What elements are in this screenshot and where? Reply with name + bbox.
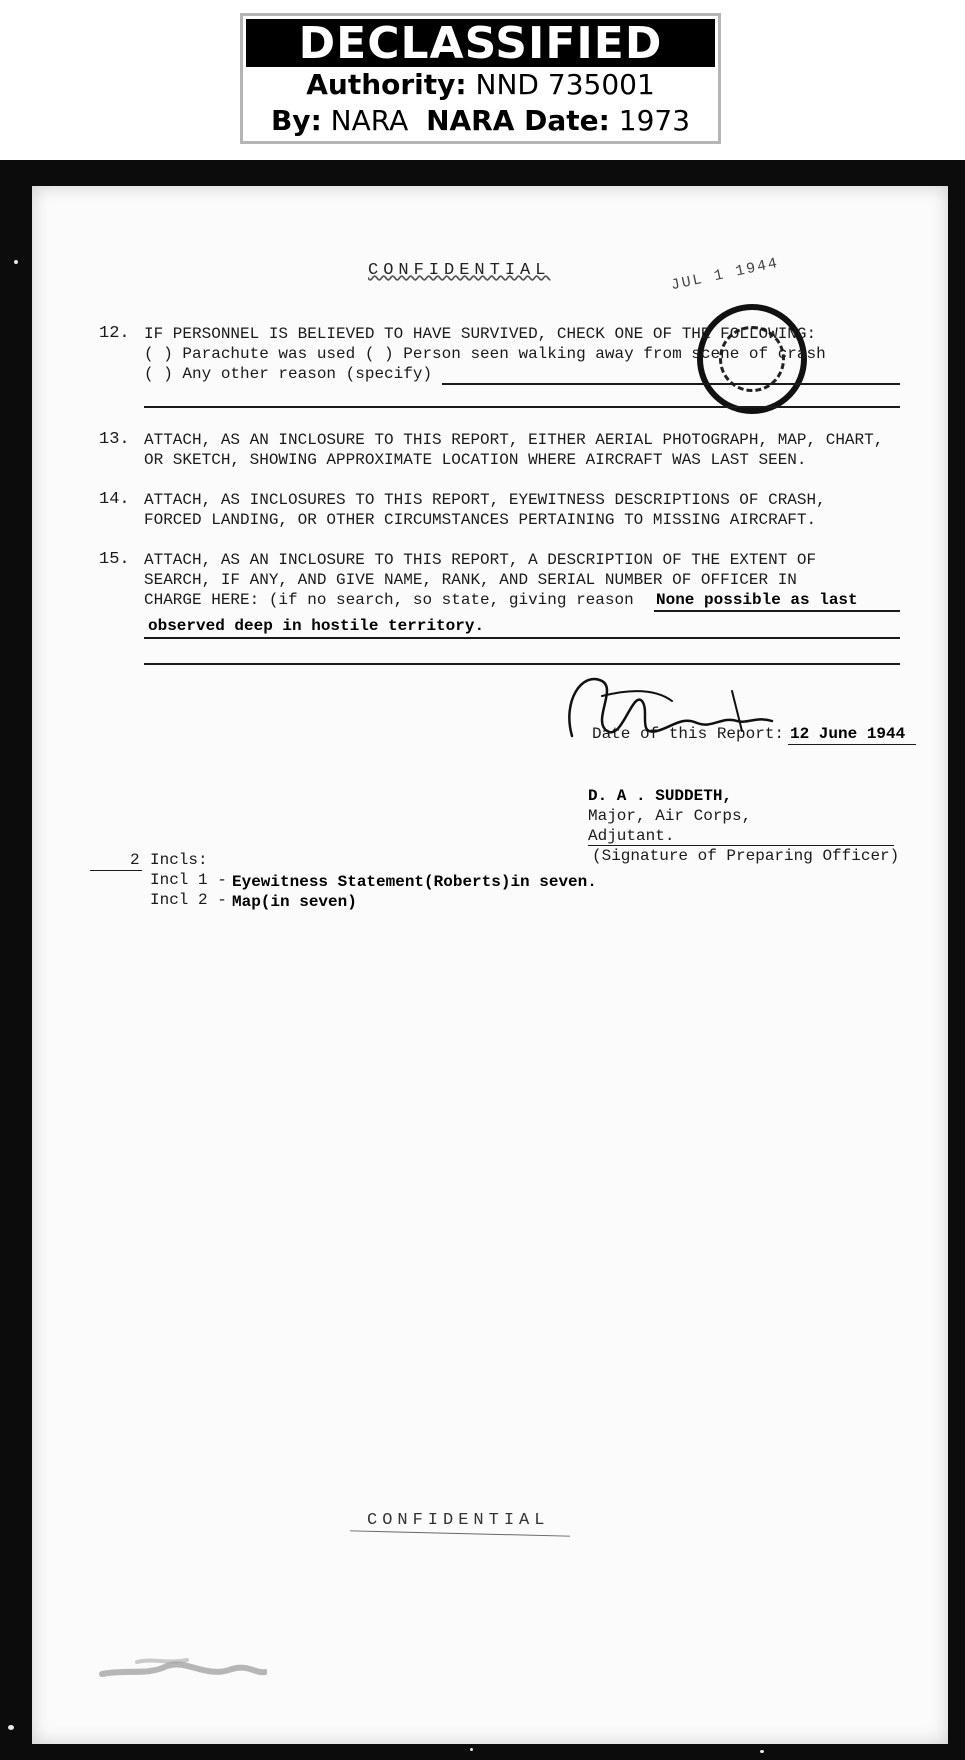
item-15-answer-line-3 bbox=[144, 663, 900, 665]
item-14-line-2: FORCED LANDING, OR OTHER CIRCUMSTANCES PERTAINING TO MISSING AIRCRAFT. bbox=[144, 511, 817, 529]
stamp-authority-value: NND 735001 bbox=[475, 68, 655, 101]
stamp-date-value: 1973 bbox=[618, 104, 691, 137]
classification-header: CONFIDENTIAL bbox=[368, 261, 551, 280]
stamp-title: DECLASSIFIED bbox=[246, 19, 715, 67]
document-page bbox=[32, 186, 948, 1744]
incl-1-label: Incl 1 - bbox=[150, 871, 227, 889]
item-15-line-1: ATTACH, AS AN INCLOSURE TO THIS REPORT, A DESCRIPTION OF THE EXTENT OF bbox=[144, 551, 817, 569]
item-12-answer-line bbox=[442, 383, 900, 385]
incl-1-text: Eyewitness Statement(Roberts)in seven. bbox=[232, 873, 597, 891]
stamp-authority-line bbox=[243, 67, 718, 103]
signer-position: Adjutant. bbox=[588, 827, 675, 845]
incl-2-text: Map(in seven) bbox=[232, 893, 357, 911]
dust-speck bbox=[14, 260, 18, 264]
item-12-line-3: ( ) Any other reason (specify) bbox=[144, 365, 433, 383]
item-14-line-1: ATTACH, AS INCLOSURES TO THIS REPORT, EYEWITNESS DESCRIPTIONS OF CRASH, bbox=[144, 491, 826, 509]
report-date-underline bbox=[788, 744, 916, 745]
item-12-line-2: ( ) Parachute was used ( ) Person seen walking away from scene of crash bbox=[144, 345, 826, 363]
item-15-answer-line-2 bbox=[144, 637, 900, 639]
signature-caption: (Signature of Preparing Officer) bbox=[592, 847, 900, 865]
stamp-authority-label: Authority: bbox=[306, 68, 467, 101]
item-15-line-3: CHARGE HERE: (if no search, so state, giving reason bbox=[144, 591, 634, 609]
report-date-value: 12 June 1944 bbox=[790, 725, 906, 743]
item-13-line-1: ATTACH, AS AN INCLOSURE TO THIS REPORT, EITHER AERIAL PHOTOGRAPH, MAP, CHART, bbox=[144, 431, 884, 449]
signer-name: D. A . SUDDETH, bbox=[588, 787, 733, 805]
item-12-line-1: IF PERSONNEL IS BELIEVED TO HAVE SURVIVED, CHECK ONE OF THE FOLLOWING: bbox=[144, 325, 817, 343]
stamp-date-label: NARA Date: bbox=[426, 104, 610, 137]
classification-footer: CONFIDENTIAL bbox=[367, 1511, 550, 1530]
signature-icon bbox=[562, 661, 785, 751]
item-15-answer-line-1 bbox=[654, 610, 900, 612]
footer-strike-line bbox=[350, 1530, 570, 1536]
stamp-by-label: By: bbox=[270, 104, 322, 137]
stamp-by-value: NARA bbox=[330, 104, 409, 137]
stamp-by-line bbox=[243, 103, 718, 139]
item-15-line-2: SEARCH, IF ANY, AND GIVE NAME, RANK, AND SERIAL NUMBER OF OFFICER IN bbox=[144, 571, 797, 589]
ink-smudge-icon bbox=[97, 1654, 267, 1684]
item-15-number: 15. bbox=[99, 550, 130, 569]
inclosures-label: Incls: bbox=[150, 851, 208, 869]
item-13-line-2: OR SKETCH, SHOWING APPROXIMATE LOCATION WHERE AIRCRAFT WAS LAST SEEN. bbox=[144, 451, 807, 469]
incl-2-label: Incl 2 - bbox=[150, 891, 227, 909]
signer-rank: Major, Air Corps, bbox=[588, 807, 752, 825]
item-15-answer-inline: None possible as last bbox=[656, 591, 858, 609]
dust-speck bbox=[470, 1748, 473, 1751]
dust-speck bbox=[760, 1750, 764, 1753]
item-12-number: 12. bbox=[99, 324, 130, 343]
inclosures-count: 2 bbox=[130, 851, 140, 869]
dust-speck bbox=[8, 1725, 14, 1730]
item-14-number: 14. bbox=[99, 490, 130, 509]
received-stamp-date: JUL 1 1944 bbox=[669, 254, 781, 295]
declassified-stamp bbox=[240, 13, 721, 144]
item-12-answer-line-2 bbox=[144, 406, 900, 408]
report-date-label: Date of this Report: bbox=[592, 725, 785, 743]
item-15-answer-continued: observed deep in hostile territory. bbox=[148, 617, 485, 635]
item-13-number: 13. bbox=[99, 430, 130, 449]
inclosures-count-underline bbox=[90, 870, 142, 871]
